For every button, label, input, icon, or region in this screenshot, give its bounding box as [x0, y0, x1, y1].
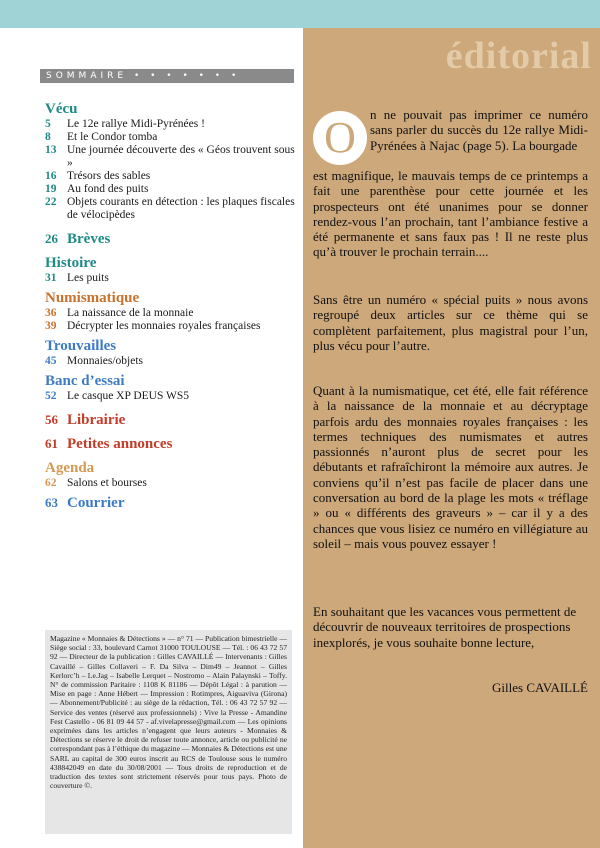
- entry-title: Monnaies/objets: [67, 355, 144, 367]
- page-number: 16: [45, 170, 57, 182]
- toc-entry[interactable]: [45, 144, 300, 170]
- section-breves[interactable]: [45, 230, 300, 248]
- page-number: 56: [45, 412, 58, 427]
- toc-entry[interactable]: [45, 272, 300, 285]
- section-agenda: [45, 459, 300, 490]
- section-histoire: [45, 254, 300, 285]
- entry-title: Le casque XP DEUS WS5: [67, 390, 190, 402]
- editorial-paragraph-1-rest: est magnifique, le mauvais temps de ce printemps a fait une parenthèse pour cette journée et les prospecteurs ont été unanimes pour se donner rendez-vous l’an prochain, tant l’ambiance festive a été permanente et sans faux pas ! Il ne reste plus qu’à trouver le prochain terrain....: [313, 168, 588, 260]
- toc-entry[interactable]: [45, 307, 300, 320]
- page-number: 39: [45, 320, 57, 332]
- section-title: Petites annonces: [67, 436, 173, 452]
- section-banc-essai: [45, 372, 300, 403]
- toc-entry[interactable]: [45, 390, 300, 403]
- drop-cap-badge: [313, 111, 367, 165]
- section-librairie[interactable]: [45, 411, 300, 429]
- section-title: Banc d’essai: [45, 373, 125, 389]
- entry-title: Les puits: [67, 272, 109, 284]
- section-title: Vécu: [45, 101, 78, 117]
- entry-title: Et le Condor tomba: [67, 131, 158, 143]
- section-title: Trouvailles: [45, 338, 117, 354]
- page-number: 62: [45, 477, 57, 489]
- sommaire-label: SOMMAIRE • • • • • • •: [46, 71, 241, 81]
- entry-title: Décrypter les monnaies royales françaises: [67, 320, 261, 332]
- table-of-contents: [45, 100, 300, 518]
- editorial-paragraph-3: Quant à la numismatique, cet été, elle fait référence à la naissance de la monnaie et au décryptage parfois ardu des monnaies royales françaises : les termes techniques des numismates et autres passionnés n’auront plus de secret pour les débutants et rafraîchiront la mémoire aux autres. Je conviens qu’il n’est pas facile de placer dans une conversation au bord de la plage les mots « tréflage » ou « différents des graveurs » – car il y a des chances que vous lisiez ce numéro en villégiature au soleil – mais vous pouvez essayer !: [313, 383, 588, 551]
- page-number: 26: [45, 231, 58, 246]
- section-title: Librairie: [67, 412, 126, 428]
- drop-cap-letter: O: [324, 113, 356, 162]
- top-color-band: [0, 0, 600, 28]
- entry-title: Salons et bourses: [67, 477, 147, 489]
- toc-entry[interactable]: [45, 355, 300, 368]
- toc-entry[interactable]: [45, 170, 300, 183]
- toc-entry[interactable]: [45, 320, 300, 333]
- section-title: Histoire: [45, 255, 97, 271]
- page-number: 63: [45, 495, 58, 510]
- section-numismatique: [45, 289, 300, 333]
- entry-title: Au fond des puits: [67, 183, 149, 195]
- page-number: 19: [45, 183, 57, 195]
- section-title: Numismatique: [45, 290, 140, 306]
- section-title: Courrier: [67, 495, 125, 511]
- entry-title: Trésors des sables: [67, 170, 151, 182]
- page-number: 61: [45, 436, 58, 451]
- editorial-title: éditorial: [445, 35, 592, 77]
- page-number: 22: [45, 196, 57, 208]
- page-number: 5: [45, 118, 51, 130]
- section-vecu: [45, 100, 300, 222]
- entry-title: Objets courants en détection : les plaques fiscales de vélocipèdes: [67, 196, 295, 221]
- publication-credits: Magazine « Monnaies & Détections » — n° 71 — Publication bimestrielle — Siège social : 33, boulevard Carnot 31000 TOULOUSE — Tél. : 06 43 72 57 92 — Directeur de la publication : Gilles CAVAILLÉ — Intervenants : Gilles Cavaillé – Gilles Collaveri – F. Da Silva – Dim49 – Jeannot – Gilles Kerlorc’h – Le.Jag – Isabelle Lerquet – Nostromo – Alain Palaynski – Toffy. N° de commission Paritaire : 1108 K 81186 — Dépôt Légal : à parution — Mise en page : Anne Hébert — Impression : Rotimpres, Aiguaviva (Girona) — Abonnement/Publicité : au siège de la rédaction, Tél. : 06 43 72 57 92 — Service des ventes (réservé aux professionnels) : Vive la Presse - Amandine Fest Castello - 06 81 09 44 57 - af.vivelapresse@gmail.com — Les opinions exprimées dans les articles n’engagent que leurs auteurs - Monnaies & Détections se réserve le droit de refuser toute annonce, article ou publicité ne correspondant pas à l’éthique du magazine — Monnaies & Détections est une SARL au capital de 300 euros inscrit au RCS de Toulouse sous le numéro 438842049 en date du 30/08/2001 — Tous droits de reproduction et de traduction des textes sont strictement réservés pour tous pays. Photo de couverture ©.: [45, 630, 292, 834]
- page-number: 45: [45, 355, 57, 367]
- section-title: Brèves: [67, 231, 111, 247]
- entry-title: La naissance de la monnaie: [67, 307, 194, 319]
- editorial-paragraph-1-start: n ne pouvait pas imprimer ce numéro sans parler du succès du 12e rallye Midi-Pyrénées à Najac (page 5). La bourgade: [370, 107, 588, 153]
- editorial-paragraph-2: Sans être un numéro « spécial puits » nous avons regroupé deux articles sur ce thème qui se complètent parfaitement, plus magistral pour l’un, plus vécu pour l’autre.: [313, 292, 588, 353]
- toc-entry[interactable]: [45, 183, 300, 196]
- toc-entry[interactable]: [45, 196, 300, 222]
- page-number: 52: [45, 390, 57, 402]
- sommaire-header: [40, 69, 294, 83]
- page-number: 31: [45, 272, 57, 284]
- page-number: 13: [45, 144, 57, 156]
- editorial-signature: Gilles CAVAILLÉ: [492, 680, 588, 695]
- page-number: 8: [45, 131, 51, 143]
- entry-title: Le 12e rallye Midi-Pyrénées !: [67, 118, 205, 130]
- page-number: 36: [45, 307, 57, 319]
- section-title: Agenda: [45, 460, 95, 476]
- toc-entry[interactable]: [45, 118, 300, 131]
- section-trouvailles: [45, 337, 300, 368]
- section-petites-annonces[interactable]: [45, 435, 300, 453]
- toc-entry[interactable]: [45, 131, 300, 144]
- toc-entry[interactable]: [45, 477, 300, 490]
- section-courrier[interactable]: [45, 494, 300, 512]
- entry-title: Une journée découverte des « Géos trouvent sous »: [67, 144, 295, 169]
- editorial-paragraph-4: En souhaitant que les vacances vous permettent de découvrir de nouveaux territoires de prospections inexplorés, je vous souhaite bonne lecture,: [313, 604, 577, 650]
